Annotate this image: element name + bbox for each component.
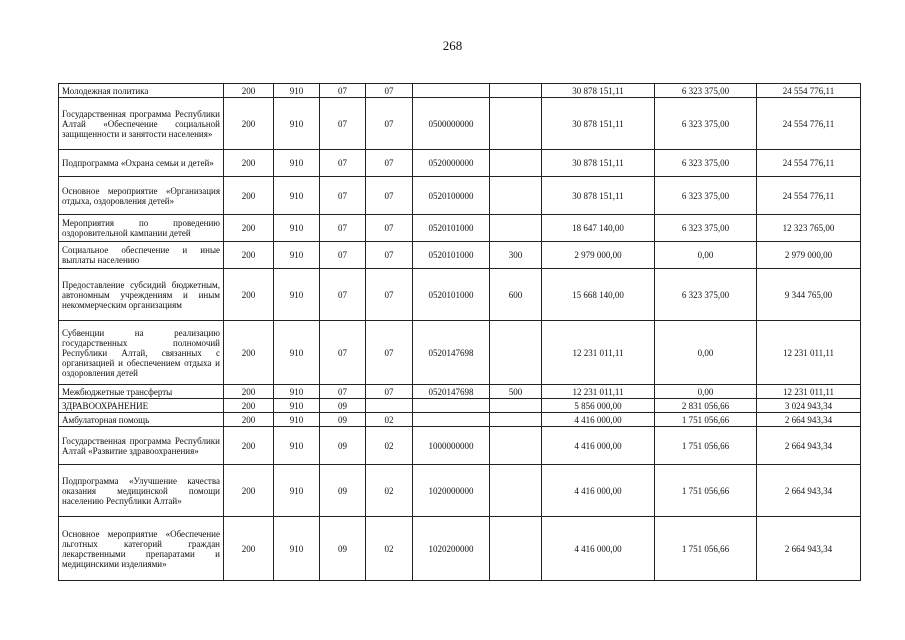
budget-item-name: Предоставление субсидий бюджетным, автономным учреждениям и иным некоммерческим организациям bbox=[59, 269, 224, 321]
section-cell: 09 bbox=[320, 399, 366, 413]
table-row bbox=[59, 84, 861, 98]
code-cell: 910 bbox=[274, 385, 320, 399]
budget-item-name: Подпрограмма «Охрана семьи и детей» bbox=[59, 150, 224, 177]
amount-cell: 2 979 000,00 bbox=[757, 242, 861, 269]
target-article-cell: 0520147698 bbox=[413, 385, 490, 399]
amount-cell: 6 323 375,00 bbox=[655, 177, 757, 215]
code-cell: 910 bbox=[274, 150, 320, 177]
table-row bbox=[59, 427, 861, 465]
amount-cell: 2 664 943,34 bbox=[757, 465, 861, 517]
section-cell: 07 bbox=[320, 177, 366, 215]
target-article-cell: 0520147698 bbox=[413, 321, 490, 385]
amount-cell: 1 751 056,66 bbox=[655, 517, 757, 581]
amount-cell: 2 664 943,34 bbox=[757, 517, 861, 581]
code-cell: 200 bbox=[224, 84, 274, 98]
amount-cell: 4 416 000,00 bbox=[542, 465, 655, 517]
code-cell: 200 bbox=[224, 321, 274, 385]
amount-cell: 12 231 011,11 bbox=[757, 385, 861, 399]
amount-cell: 4 416 000,00 bbox=[542, 413, 655, 427]
target-article-cell: 0520000000 bbox=[413, 150, 490, 177]
code-cell: 200 bbox=[224, 385, 274, 399]
budget-item-name: Государственная программа Республики Алтай «Обеспечение социальной защищенности и занятости населения» bbox=[59, 98, 224, 150]
budget-item-name: Основное мероприятие «Обеспечение льготных категорий граждан лекарственными препаратами и медицинскими изделиями» bbox=[59, 517, 224, 581]
amount-cell: 12 231 011,11 bbox=[542, 321, 655, 385]
target-article-cell bbox=[413, 84, 490, 98]
amount-cell: 12 231 011,11 bbox=[757, 321, 861, 385]
code-cell: 200 bbox=[224, 242, 274, 269]
code-cell: 910 bbox=[274, 98, 320, 150]
table-row bbox=[59, 98, 861, 150]
amount-cell: 2 831 056,66 bbox=[655, 399, 757, 413]
expense-type-cell bbox=[490, 321, 542, 385]
amount-cell: 30 878 151,11 bbox=[542, 98, 655, 150]
code-cell: 200 bbox=[224, 465, 274, 517]
code-cell: 200 bbox=[224, 177, 274, 215]
expense-type-cell bbox=[490, 413, 542, 427]
code-cell: 200 bbox=[224, 98, 274, 150]
subsection-cell bbox=[366, 399, 413, 413]
target-article-cell: 1020200000 bbox=[413, 517, 490, 581]
amount-cell: 6 323 375,00 bbox=[655, 269, 757, 321]
section-cell: 07 bbox=[320, 150, 366, 177]
subsection-cell: 02 bbox=[366, 427, 413, 465]
code-cell: 200 bbox=[224, 150, 274, 177]
amount-cell: 15 668 140,00 bbox=[542, 269, 655, 321]
subsection-cell: 07 bbox=[366, 321, 413, 385]
expense-type-cell bbox=[490, 465, 542, 517]
subsection-cell: 07 bbox=[366, 84, 413, 98]
subsection-cell: 02 bbox=[366, 465, 413, 517]
section-cell: 09 bbox=[320, 413, 366, 427]
code-cell: 910 bbox=[274, 269, 320, 321]
table-row bbox=[59, 385, 861, 399]
amount-cell: 6 323 375,00 bbox=[655, 215, 757, 242]
amount-cell: 12 323 765,00 bbox=[757, 215, 861, 242]
amount-cell: 0,00 bbox=[655, 242, 757, 269]
target-article-cell: 1000000000 bbox=[413, 427, 490, 465]
amount-cell: 1 751 056,66 bbox=[655, 413, 757, 427]
budget-item-name: Амбулаторная помощь bbox=[59, 413, 224, 427]
code-cell: 200 bbox=[224, 427, 274, 465]
budget-item-name: Социальное обеспечение и иные выплаты населению bbox=[59, 242, 224, 269]
target-article-cell: 1020000000 bbox=[413, 465, 490, 517]
section-cell: 09 bbox=[320, 465, 366, 517]
expense-type-cell bbox=[490, 399, 542, 413]
expense-type-cell: 600 bbox=[490, 269, 542, 321]
subsection-cell: 07 bbox=[366, 215, 413, 242]
code-cell: 200 bbox=[224, 215, 274, 242]
table-row bbox=[59, 215, 861, 242]
table-row bbox=[59, 399, 861, 413]
budget-item-name: Подпрограмма «Улучшение качества оказания медицинской помощи населению Республики Алтай» bbox=[59, 465, 224, 517]
expense-type-cell: 500 bbox=[490, 385, 542, 399]
subsection-cell: 02 bbox=[366, 517, 413, 581]
table-row bbox=[59, 321, 861, 385]
code-cell: 910 bbox=[274, 517, 320, 581]
expense-type-cell bbox=[490, 215, 542, 242]
expense-type-cell bbox=[490, 98, 542, 150]
section-cell: 07 bbox=[320, 242, 366, 269]
amount-cell: 4 416 000,00 bbox=[542, 427, 655, 465]
section-cell: 07 bbox=[320, 321, 366, 385]
code-cell: 910 bbox=[274, 399, 320, 413]
amount-cell: 4 416 000,00 bbox=[542, 517, 655, 581]
amount-cell: 18 647 140,00 bbox=[542, 215, 655, 242]
section-cell: 07 bbox=[320, 215, 366, 242]
subsection-cell: 07 bbox=[366, 242, 413, 269]
target-article-cell bbox=[413, 399, 490, 413]
code-cell: 910 bbox=[274, 427, 320, 465]
code-cell: 910 bbox=[274, 413, 320, 427]
amount-cell: 24 554 776,11 bbox=[757, 177, 861, 215]
target-article-cell: 0520101000 bbox=[413, 269, 490, 321]
subsection-cell: 07 bbox=[366, 177, 413, 215]
section-cell: 07 bbox=[320, 84, 366, 98]
amount-cell: 6 323 375,00 bbox=[655, 150, 757, 177]
code-cell: 910 bbox=[274, 215, 320, 242]
target-article-cell bbox=[413, 413, 490, 427]
budget-table bbox=[58, 83, 861, 581]
amount-cell: 0,00 bbox=[655, 321, 757, 385]
amount-cell: 2 979 000,00 bbox=[542, 242, 655, 269]
code-cell: 200 bbox=[224, 269, 274, 321]
code-cell: 200 bbox=[224, 517, 274, 581]
table-row bbox=[59, 269, 861, 321]
budget-item-name: Молодежная политика bbox=[59, 84, 224, 98]
section-cell: 09 bbox=[320, 427, 366, 465]
subsection-cell: 07 bbox=[366, 269, 413, 321]
code-cell: 910 bbox=[274, 84, 320, 98]
target-article-cell: 0520101000 bbox=[413, 242, 490, 269]
budget-item-name: Субвенции на реализацию государственных полномочий Республики Алтай, связанных с организацией и обеспечением отдыха и оздоровления детей bbox=[59, 321, 224, 385]
section-cell: 07 bbox=[320, 98, 366, 150]
amount-cell: 9 344 765,00 bbox=[757, 269, 861, 321]
section-cell: 07 bbox=[320, 269, 366, 321]
amount-cell: 30 878 151,11 bbox=[542, 177, 655, 215]
amount-cell: 24 554 776,11 bbox=[757, 150, 861, 177]
target-article-cell: 0500000000 bbox=[413, 98, 490, 150]
budget-item-name: Основное мероприятие «Организация отдыха, оздоровления детей» bbox=[59, 177, 224, 215]
amount-cell: 12 231 011,11 bbox=[542, 385, 655, 399]
table-row bbox=[59, 177, 861, 215]
code-cell: 910 bbox=[274, 177, 320, 215]
budget-item-name: ЗДРАВООХРАНЕНИЕ bbox=[59, 399, 224, 413]
table-row bbox=[59, 413, 861, 427]
expense-type-cell bbox=[490, 517, 542, 581]
section-cell: 09 bbox=[320, 517, 366, 581]
target-article-cell: 0520100000 bbox=[413, 177, 490, 215]
subsection-cell: 07 bbox=[366, 150, 413, 177]
table-row bbox=[59, 242, 861, 269]
page-number: 268 bbox=[442, 38, 463, 53]
amount-cell: 1 751 056,66 bbox=[655, 465, 757, 517]
amount-cell: 1 751 056,66 bbox=[655, 427, 757, 465]
code-cell: 200 bbox=[224, 399, 274, 413]
table-row bbox=[59, 150, 861, 177]
code-cell: 200 bbox=[224, 413, 274, 427]
amount-cell: 30 878 151,11 bbox=[542, 84, 655, 98]
amount-cell: 30 878 151,11 bbox=[542, 150, 655, 177]
amount-cell: 3 024 943,34 bbox=[757, 399, 861, 413]
amount-cell: 6 323 375,00 bbox=[655, 84, 757, 98]
subsection-cell: 07 bbox=[366, 385, 413, 399]
expense-type-cell: 300 bbox=[490, 242, 542, 269]
budget-item-name: Мероприятия по проведению оздоровительной кампании детей bbox=[59, 215, 224, 242]
code-cell: 910 bbox=[274, 321, 320, 385]
section-cell: 07 bbox=[320, 385, 366, 399]
table-row bbox=[59, 465, 861, 517]
expense-type-cell bbox=[490, 427, 542, 465]
table-row bbox=[59, 517, 861, 581]
code-cell: 910 bbox=[274, 465, 320, 517]
expense-type-cell bbox=[490, 150, 542, 177]
subsection-cell: 07 bbox=[366, 98, 413, 150]
amount-cell: 2 664 943,34 bbox=[757, 427, 861, 465]
amount-cell: 24 554 776,11 bbox=[757, 98, 861, 150]
subsection-cell: 02 bbox=[366, 413, 413, 427]
amount-cell: 2 664 943,34 bbox=[757, 413, 861, 427]
amount-cell: 5 856 000,00 bbox=[542, 399, 655, 413]
expense-type-cell bbox=[490, 177, 542, 215]
budget-item-name: Межбюджетные трансферты bbox=[59, 385, 224, 399]
amount-cell: 24 554 776,11 bbox=[757, 84, 861, 98]
expense-type-cell bbox=[490, 84, 542, 98]
amount-cell: 0,00 bbox=[655, 385, 757, 399]
code-cell: 910 bbox=[274, 242, 320, 269]
amount-cell: 6 323 375,00 bbox=[655, 98, 757, 150]
target-article-cell: 0520101000 bbox=[413, 215, 490, 242]
budget-item-name: Государственная программа Республики Алтай «Развитие здравоохранения» bbox=[59, 427, 224, 465]
